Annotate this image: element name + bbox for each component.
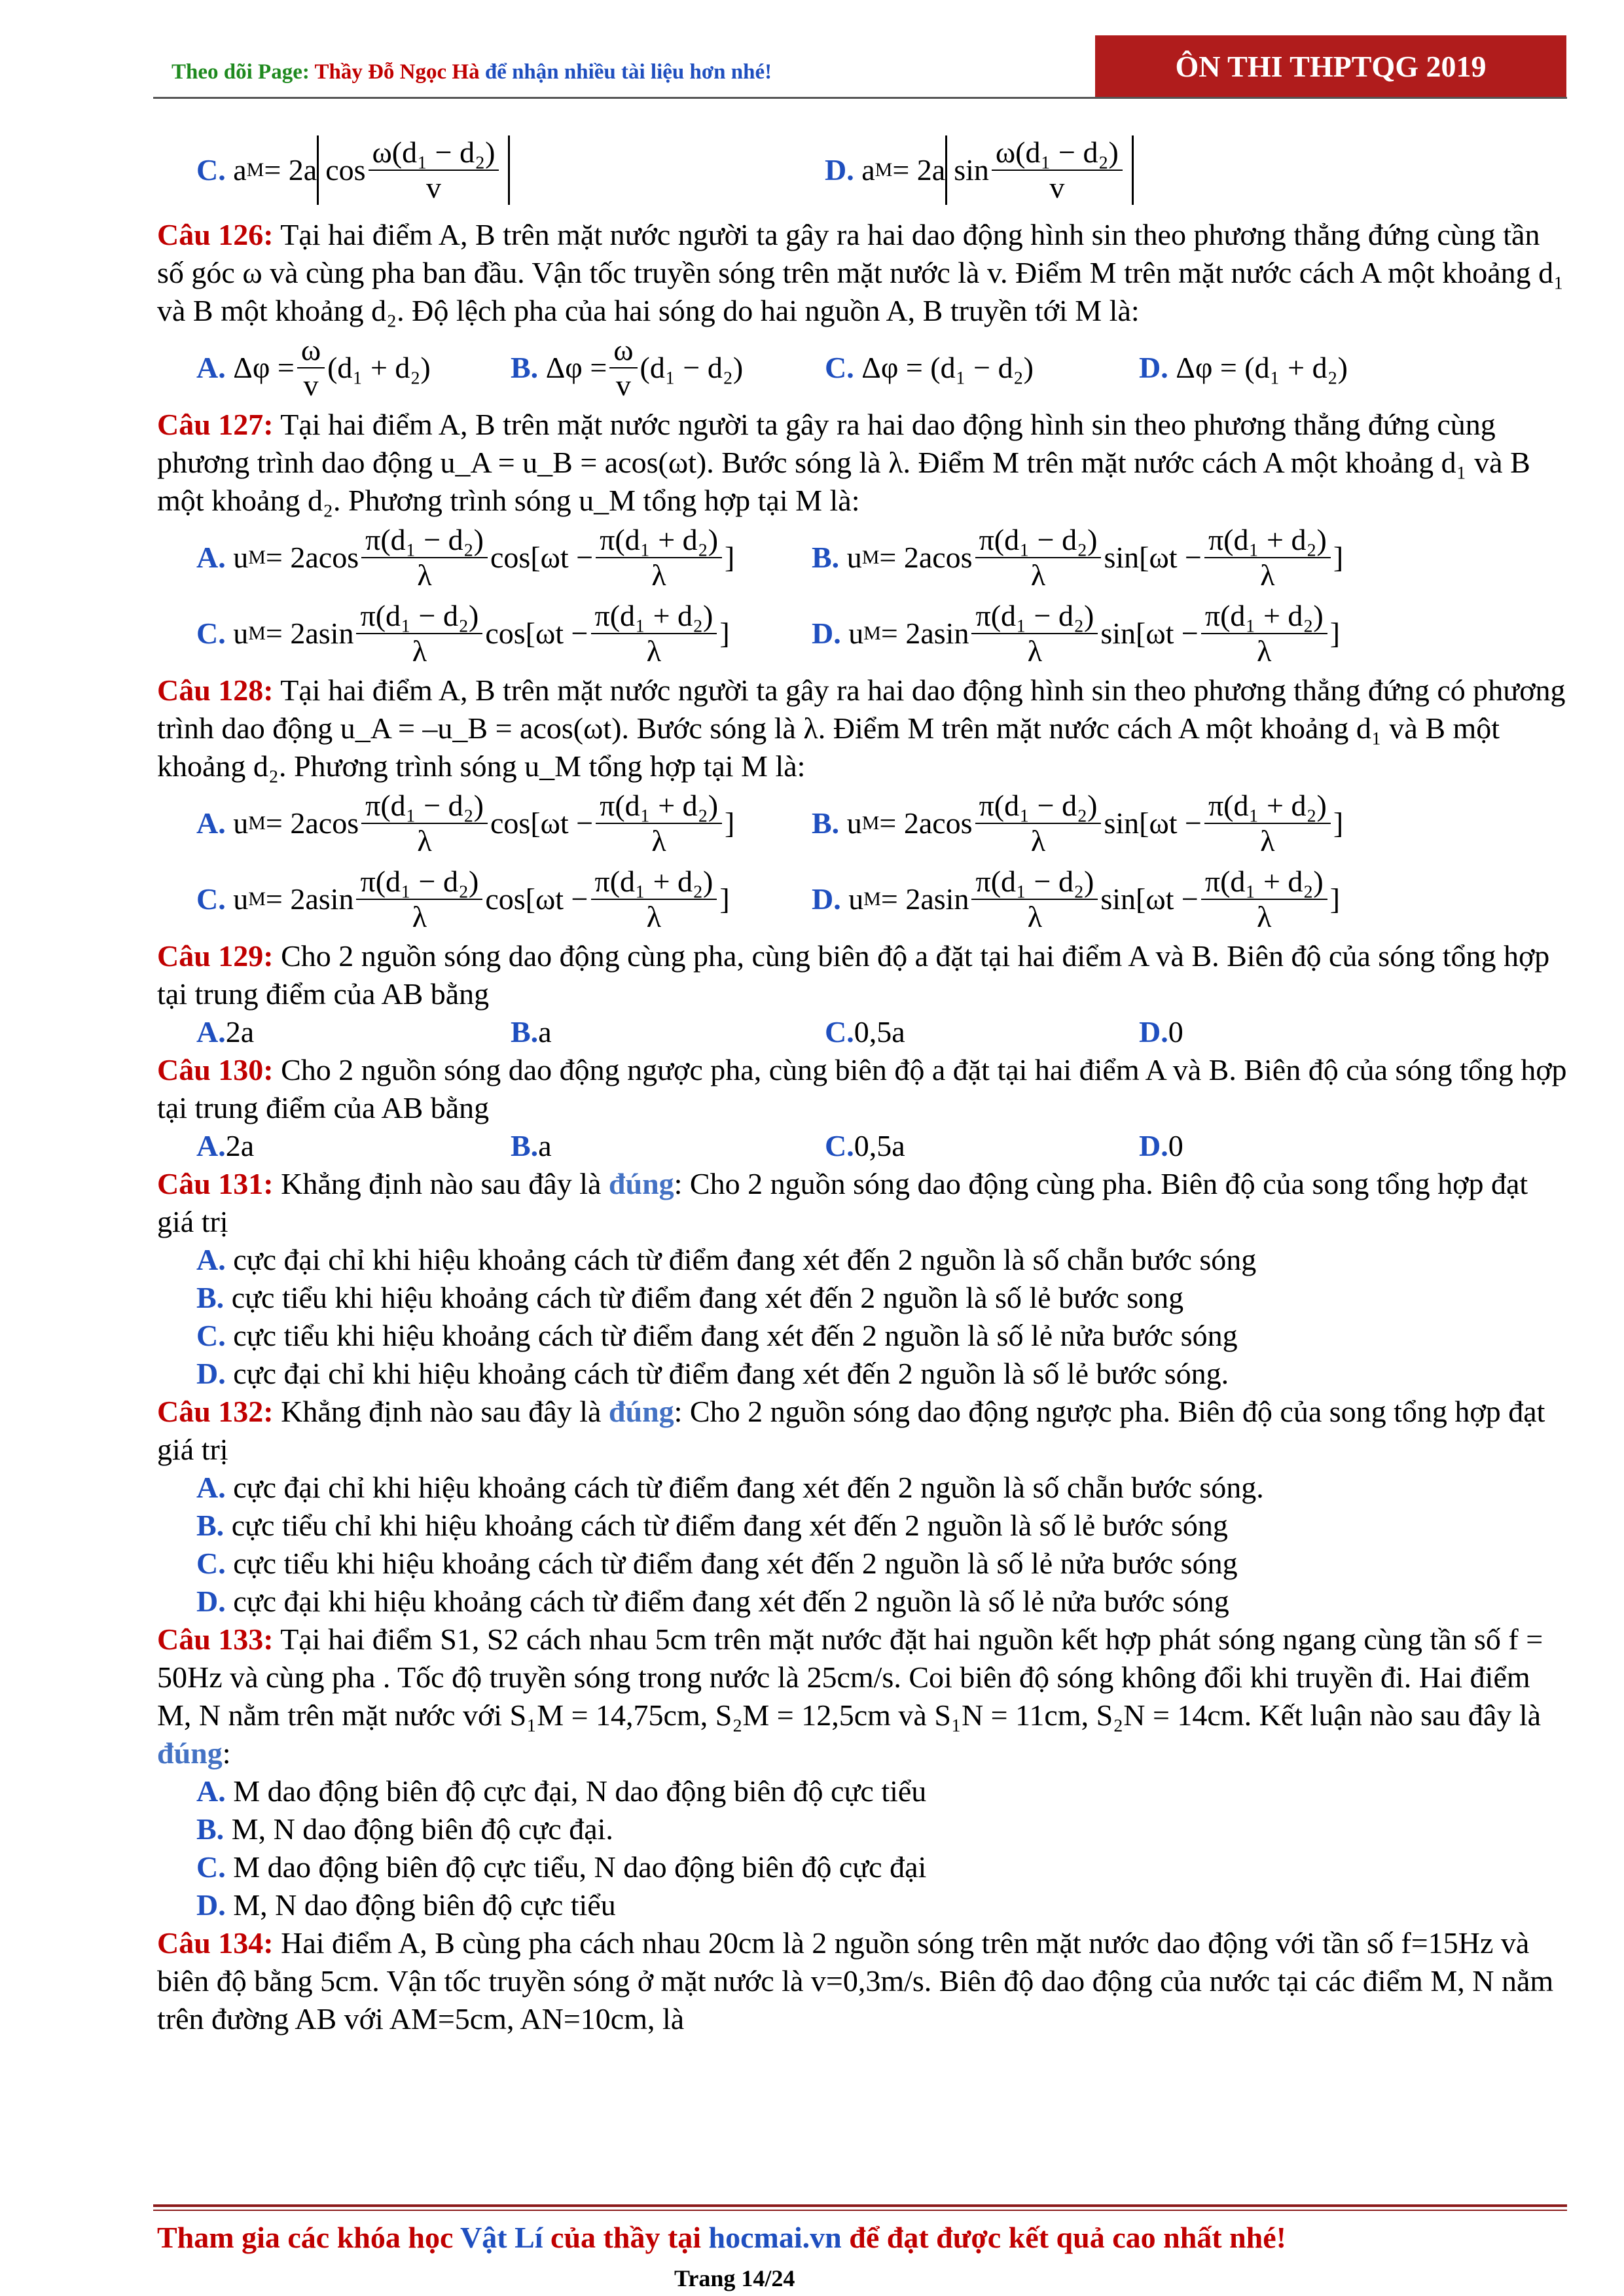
fraction	[975, 789, 1102, 858]
formula-end: ]	[1333, 541, 1344, 574]
footer-site-link[interactable]: hocmai.vn	[708, 2221, 842, 2254]
option-label: C.	[196, 617, 226, 650]
q127-options-cd	[157, 596, 1571, 672]
q131-option-b	[157, 1279, 1571, 1317]
option-label: D.	[196, 1585, 226, 1618]
fraction-denominator: λ	[417, 558, 432, 592]
question-text: Khẳng định nào sau đây là	[273, 1167, 609, 1200]
option-text: 2a	[225, 1129, 255, 1162]
formula-sub: M	[875, 159, 893, 181]
fraction-numerator: ω	[609, 333, 637, 368]
q128-options-cd	[157, 861, 1571, 937]
fraction-numerator: π(d₁ + d₂)	[1201, 865, 1327, 900]
formula-fn: cos	[325, 153, 366, 187]
fraction-denominator: λ	[1030, 824, 1046, 857]
question-131	[157, 1165, 1571, 1241]
fraction-numerator: π(d₁ + d₂)	[1201, 599, 1327, 634]
question-text: Khẳng định nào sau đây là	[273, 1395, 609, 1428]
option-text: cực tiểu khi hiệu khoảng cách từ điểm đang xét đến 2 nguồn là số lẻ nửa bước sóng	[225, 1319, 1238, 1352]
fraction	[361, 523, 488, 592]
option-label: C.	[196, 882, 226, 916]
fraction-numerator: π(d₁ − d₂)	[356, 865, 482, 900]
fraction-denominator: λ	[651, 558, 666, 592]
formula-sub: M	[248, 812, 266, 834]
fraction-numerator: ω(d₁ − d₂)	[369, 135, 499, 171]
question-text: Tại hai điểm A, B trên mặt nước người ta gây ra hai dao động hình sin theo phương thẳng đứng cùng phương trình dao động u_A = u_B = acos(ωt). Bước sóng là λ. Điểm M trên mặt nước cách A một khoảng d₁ và B một khoảng d₂. Phương trình sóng u_M tổng hợp tại M là:	[157, 408, 1530, 517]
header-follow-text	[171, 60, 772, 84]
option-text: 2a	[225, 1015, 255, 1049]
q126-option-b	[511, 333, 825, 403]
question-text: : Cho 2 nguồn sóng dao động cùng pha. Biên độ của song tổng hợp đạt giá trị	[157, 1167, 1528, 1238]
option-label: C.	[825, 1129, 854, 1162]
option-label: A.	[196, 1774, 226, 1808]
q129-option-a	[196, 1013, 511, 1051]
fraction-numerator: π(d₁ − d₂)	[361, 523, 488, 558]
question-132	[157, 1393, 1571, 1469]
fraction	[971, 865, 1098, 934]
option-text: cực đại chỉ khi hiệu khoảng cách từ điểm đang xét đến 2 nguồn là số lẻ bước sóng.	[225, 1357, 1229, 1390]
page-number: Trang 14/24	[674, 2265, 795, 2291]
formula-fn: cos[ωt −	[485, 882, 588, 916]
option-label: A.	[196, 351, 226, 384]
formula-fn: sin[ωt −	[1100, 617, 1199, 650]
question-label: Câu 131:	[157, 1167, 274, 1200]
fraction-numerator: π(d₁ − d₂)	[975, 789, 1102, 824]
q130-option-c	[825, 1127, 1139, 1165]
formula-sub: M	[863, 622, 881, 644]
emphasis-correct: đúng	[608, 1167, 674, 1200]
question-text: Tại hai điểm A, B trên mặt nước người ta gây ra hai dao động hình sin theo phương thẳng đứng cùng tần số góc ω và cùng pha ban đầu. Vận tốc truyền sóng trên mặt nước là v. Điểm M trên mặt nước cách A một khoảng d₁ và B một khoảng d₂. Độ lệch pha của hai sóng do hai nguồn A, B truyền tới M là:	[157, 218, 1564, 327]
footer-divider-thin	[153, 2210, 1567, 2211]
fraction-numerator: π(d₁ + d₂)	[591, 865, 717, 900]
formula-sub: M	[863, 888, 881, 910]
fraction	[609, 333, 637, 403]
option-text: cực tiểu khi hiệu khoảng cách từ điểm đang xét đến 2 nguồn là số lẻ nửa bước sóng	[225, 1547, 1238, 1580]
fraction-denominator: λ	[412, 900, 427, 933]
question-134	[157, 1924, 1571, 2038]
q125-option-d	[825, 135, 1134, 205]
question-label: Câu 129:	[157, 939, 274, 973]
option-label: C.	[196, 1547, 226, 1580]
fraction-numerator: π(d₁ + d₂)	[1204, 789, 1331, 824]
option-text: 0	[1168, 1129, 1183, 1162]
question-text: Cho 2 nguồn sóng dao động cùng pha, cùng biên độ a đặt tại hai điểm A và B. Biên độ của sóng tổng hợp tại trung điểm của AB bằng	[157, 939, 1550, 1011]
option-label: B.	[812, 806, 840, 840]
option-label: D.	[1139, 1129, 1168, 1162]
q128-options-ab	[157, 785, 1571, 861]
formula-eq: = 2a	[892, 153, 946, 187]
fraction-denominator: λ	[1260, 824, 1275, 857]
q130-option-b	[511, 1127, 825, 1165]
footer-text-3: để đạt được kết quả cao nhất nhé!	[841, 2221, 1286, 2254]
fraction-denominator: λ	[1027, 634, 1043, 668]
formula-end: ]	[719, 617, 730, 650]
q129-options	[157, 1013, 1571, 1051]
q132-option-c	[157, 1545, 1571, 1583]
fraction	[591, 599, 717, 668]
formula-fn: sin[ωt −	[1104, 541, 1202, 574]
question-label: Câu 133:	[157, 1623, 274, 1656]
option-text: 0	[1168, 1015, 1183, 1049]
fraction	[1201, 599, 1327, 668]
absolute-value	[317, 135, 510, 205]
option-label: A.	[196, 1129, 226, 1162]
q133-option-c	[157, 1848, 1571, 1886]
formula-end: ]	[1329, 617, 1341, 650]
formula-rhs: (d₁ − d₂)	[640, 351, 744, 384]
option-text: M, N dao động biên độ cực tiểu	[225, 1888, 616, 1922]
q130-option-d	[1139, 1127, 1183, 1165]
option-label: D.	[196, 1888, 226, 1922]
q125-options	[157, 124, 1571, 216]
formula-lhs: u	[233, 541, 249, 574]
question-text: Tại hai điểm A, B trên mặt nước người ta gây ra hai dao động hình sin theo phương thẳng đứng có phương trình dao động u_A = –u_B = acos(ωt). Bước sóng là λ. Điểm M trên mặt nước cách A một khoảng d₁ và B một khoảng d₂. Phương trình sóng u_M tổng hợp tại M là:	[157, 673, 1566, 783]
q128-option-d	[812, 865, 1340, 934]
fraction-denominator: v	[426, 171, 441, 204]
option-text: 0,5a	[854, 1015, 905, 1049]
question-label: Câu 126:	[157, 218, 274, 251]
q133-option-d	[157, 1886, 1571, 1924]
question-text: Hai điểm A, B cùng pha cách nhau 20cm là 2 nguồn sóng trên mặt nước dao động với tần số f=15Hz và biên độ bằng 5cm. Vận tốc truyền sóng ở mặt nước là v=0,3m/s. Biên độ dao động của nước tại các điểm M, N nằm trên đường AB với AM=5cm, AN=10cm, là	[157, 1926, 1554, 2036]
formula-mid: = 2asin	[880, 882, 969, 916]
emphasis-correct: đúng	[157, 1736, 223, 1770]
option-text: M dao động biên độ cực tiểu, N dao động biên độ cực đại	[225, 1850, 927, 1884]
option-text: cực đại chỉ khi hiệu khoảng cách từ điểm đang xét đến 2 nguồn là số chẵn bước sóng.	[225, 1471, 1264, 1504]
header-divider	[153, 97, 1567, 99]
formula-eq: = 2a	[264, 153, 317, 187]
q127-options-ab	[157, 520, 1571, 596]
formula-end: ]	[1333, 806, 1344, 840]
option-label: B.	[511, 1129, 539, 1162]
question-text: : Cho 2 nguồn sóng dao động ngược pha. Biên độ của song tổng hợp đạt giá trị	[157, 1395, 1545, 1466]
formula-sub: M	[246, 159, 264, 181]
option-text: a	[538, 1015, 552, 1049]
fraction-numerator: π(d₁ + d₂)	[1204, 523, 1331, 558]
fraction	[971, 599, 1098, 668]
q132-option-d	[157, 1583, 1571, 1621]
formula-mid: = 2acos	[265, 541, 359, 574]
fraction-numerator: π(d₁ + d₂)	[596, 523, 722, 558]
fraction-numerator: ω	[297, 333, 325, 368]
fraction	[596, 789, 722, 858]
fraction-numerator: π(d₁ − d₂)	[356, 599, 482, 634]
fraction-denominator: λ	[412, 634, 427, 668]
fraction	[596, 523, 722, 592]
formula-end: ]	[725, 806, 735, 840]
formula-lhs: u	[233, 882, 249, 916]
fraction-denominator: λ	[1257, 900, 1272, 933]
formula-lhs: u	[848, 617, 864, 650]
q131-option-c	[157, 1317, 1571, 1355]
formula-end: ]	[1329, 882, 1341, 916]
footer-promo	[157, 2220, 1286, 2255]
question-label: Câu 130:	[157, 1053, 274, 1086]
question-label: Câu 128:	[157, 673, 274, 707]
option-text: 0,5a	[854, 1129, 905, 1162]
formula: Δφ = (d₁ − d₂)	[861, 351, 1034, 384]
header-text-2: để nhận nhiều tài liệu hơn nhé!	[479, 60, 772, 84]
option-label: B.	[196, 1812, 225, 1846]
footer-subject: Vật Lí	[460, 2221, 543, 2254]
fraction-numerator: π(d₁ − d₂)	[971, 599, 1098, 634]
formula-rhs: (d₁ + d₂)	[327, 351, 431, 384]
formula-lhs: Δφ =	[233, 351, 295, 384]
option-text: M, N dao động biên độ cực đại.	[224, 1812, 613, 1846]
q129-option-c	[825, 1013, 1139, 1051]
fraction-denominator: λ	[646, 634, 662, 668]
fraction	[297, 333, 325, 403]
fraction-numerator: π(d₁ − d₂)	[361, 789, 488, 824]
formula-sub: M	[248, 622, 266, 644]
q129-option-b	[511, 1013, 825, 1051]
formula-fn: cos[ωt −	[485, 617, 588, 650]
q126-options	[157, 330, 1571, 406]
formula-sub: M	[861, 812, 880, 834]
question-text: :	[222, 1736, 231, 1770]
formula-lhs: a	[861, 153, 875, 187]
q129-option-d	[1139, 1013, 1183, 1051]
q127-option-a	[196, 523, 812, 592]
formula: Δφ = (d₁ + d₂)	[1176, 351, 1348, 384]
option-label: C.	[196, 1850, 226, 1884]
q128-option-b	[812, 789, 1343, 858]
option-label: A.	[196, 806, 226, 840]
fraction-denominator: λ	[651, 824, 666, 857]
fraction	[1204, 523, 1331, 592]
formula-lhs: u	[846, 806, 862, 840]
question-text: Cho 2 nguồn sóng dao động ngược pha, cùng biên độ a đặt tại hai điểm A và B. Biên độ của sóng tổng hợp tại trung điểm của AB bằng	[157, 1053, 1567, 1124]
q133-option-b	[157, 1810, 1571, 1848]
question-127	[157, 406, 1571, 520]
q131-option-a	[157, 1241, 1571, 1279]
document-body	[157, 124, 1571, 2038]
formula-fn: sin[ωt −	[1100, 882, 1199, 916]
option-text: cực tiểu khi hiệu khoảng cách từ điểm đang xét đến 2 nguồn là số lẻ bước song	[224, 1281, 1184, 1314]
formula-fn: sin[ωt −	[1104, 806, 1202, 840]
question-label: Câu 132:	[157, 1395, 274, 1428]
question-130	[157, 1051, 1571, 1127]
formula-lhs: u	[848, 882, 864, 916]
formula-sub: M	[248, 547, 266, 568]
option-label: C.	[196, 153, 226, 187]
fraction	[1204, 789, 1331, 858]
question-label: Câu 134:	[157, 1926, 274, 1960]
fraction	[992, 135, 1123, 205]
formula-lhs: u	[233, 806, 249, 840]
formula-fn: cos[ωt −	[490, 806, 594, 840]
absolute-value	[945, 135, 1134, 205]
formula-sub: M	[248, 888, 266, 910]
option-label: A.	[196, 1243, 226, 1276]
formula-lhs: u	[846, 541, 862, 574]
q130-options	[157, 1127, 1571, 1165]
q130-option-a	[196, 1127, 511, 1165]
formula-mid: = 2acos	[879, 806, 973, 840]
option-text: cực đại chỉ khi hiệu khoảng cách từ điểm đang xét đến 2 nguồn là số chẵn bước sóng	[225, 1243, 1257, 1276]
header-exam-badge: ÔN THI THPTQG 2019	[1095, 35, 1566, 98]
formula-lhs: Δφ =	[545, 351, 607, 384]
emphasis-correct: đúng	[608, 1395, 674, 1428]
fraction-numerator: ω(d₁ − d₂)	[992, 135, 1123, 171]
footer-divider	[153, 2204, 1567, 2207]
fraction-denominator: λ	[417, 824, 432, 857]
q127-option-d	[812, 599, 1340, 668]
fraction-denominator: v	[615, 368, 631, 402]
fraction-numerator: π(d₁ − d₂)	[971, 865, 1098, 900]
formula-mid: = 2asin	[265, 882, 354, 916]
option-label: C.	[825, 1015, 854, 1049]
fraction	[591, 865, 717, 934]
q128-option-c	[196, 865, 812, 934]
fraction	[1201, 865, 1327, 934]
fraction-numerator: π(d₁ + d₂)	[591, 599, 717, 634]
q127-option-b	[812, 523, 1343, 592]
question-133	[157, 1621, 1571, 1772]
formula-sub: M	[861, 547, 880, 568]
fraction-denominator: λ	[1260, 558, 1275, 592]
option-label: D.	[812, 617, 841, 650]
option-text: M dao động biên độ cực đại, N dao động biên độ cực tiểu	[225, 1774, 927, 1808]
option-label: D.	[196, 1357, 226, 1390]
footer-text-1: Tham gia các khóa học	[157, 2221, 461, 2254]
option-label: D.	[1139, 351, 1168, 384]
q132-option-b	[157, 1507, 1571, 1545]
fraction	[975, 523, 1102, 592]
option-label: B.	[196, 1509, 225, 1542]
option-label: A.	[196, 1471, 226, 1504]
q126-option-c	[825, 349, 1139, 387]
option-label: A.	[196, 1015, 226, 1049]
question-text: Tại hai điểm S1, S2 cách nhau 5cm trên mặt nước đặt hai nguồn kết hợp phát sóng ngang cùng tần số f = 50Hz và cùng pha . Tốc độ truyền sóng trong nước là 25cm/s. Coi biên độ sóng không đổi khi truyền đi. Hai điểm M, N nằm trên mặt nước với S₁M = 14,75cm, S₂M = 12,5cm và S₁N = 11cm, S₂N = 14cm. Kết luận nào sau đây là	[157, 1623, 1543, 1732]
fraction	[356, 599, 482, 668]
option-label: B.	[812, 541, 840, 574]
option-label: D.	[812, 882, 841, 916]
fraction-denominator: λ	[1257, 634, 1272, 668]
option-text: a	[538, 1129, 552, 1162]
formula-mid: = 2acos	[265, 806, 359, 840]
question-128	[157, 672, 1571, 785]
q125-option-c	[196, 135, 825, 205]
question-126	[157, 216, 1571, 330]
formula-lhs: u	[233, 617, 249, 650]
option-text: cực tiểu chỉ khi hiệu khoảng cách từ điểm đang xét đến 2 nguồn là số lẻ bước sóng	[224, 1509, 1228, 1542]
q126-option-a	[196, 333, 511, 403]
q131-option-d	[157, 1355, 1571, 1393]
q128-option-a	[196, 789, 812, 858]
q132-option-a	[157, 1469, 1571, 1507]
fraction-denominator: λ	[1030, 558, 1046, 592]
question-label: Câu 127:	[157, 408, 274, 441]
q127-option-c	[196, 599, 812, 668]
header-teacher-name: Thầy Đỗ Ngọc Hà	[314, 60, 480, 84]
fraction	[369, 135, 499, 205]
option-label: B.	[511, 1015, 539, 1049]
option-label: D.	[1139, 1015, 1168, 1049]
fraction	[361, 789, 488, 858]
formula-mid: = 2asin	[265, 617, 354, 650]
formula-end: ]	[725, 541, 735, 574]
formula-fn: cos[ωt −	[490, 541, 594, 574]
formula-fn: sin	[954, 153, 989, 187]
formula-mid: = 2asin	[880, 617, 969, 650]
option-text: cực đại khi hiệu khoảng cách từ điểm đang xét đến 2 nguồn là số lẻ nửa bước sóng	[225, 1585, 1229, 1618]
q133-option-a	[157, 1772, 1571, 1810]
formula-end: ]	[719, 882, 730, 916]
fraction-denominator: v	[303, 368, 319, 402]
fraction-denominator: λ	[646, 900, 662, 933]
formula-mid: = 2acos	[879, 541, 973, 574]
option-label: A.	[196, 541, 226, 574]
fraction-denominator: v	[1049, 171, 1065, 204]
question-129	[157, 937, 1571, 1013]
fraction	[356, 865, 482, 934]
fraction-numerator: π(d₁ − d₂)	[975, 523, 1102, 558]
footer-text-2: của thầy tại	[543, 2221, 709, 2254]
formula-lhs: a	[233, 153, 247, 187]
fraction-denominator: λ	[1027, 900, 1043, 933]
fraction-numerator: π(d₁ + d₂)	[596, 789, 722, 824]
option-label: C.	[825, 351, 854, 384]
option-label: B.	[511, 351, 539, 384]
q126-option-d	[1139, 349, 1348, 387]
header-text-1: Theo dõi Page:	[171, 60, 315, 84]
option-label: C.	[196, 1319, 226, 1352]
option-label: B.	[196, 1281, 225, 1314]
option-label: D.	[825, 153, 854, 187]
